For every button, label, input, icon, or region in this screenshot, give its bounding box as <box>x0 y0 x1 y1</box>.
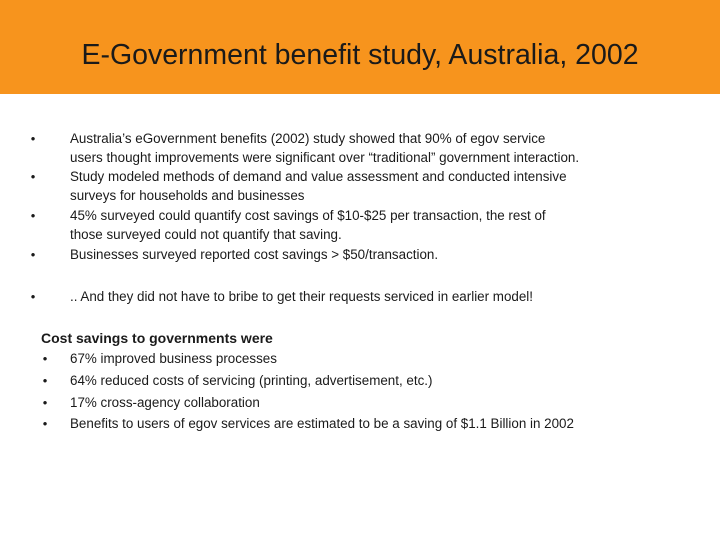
bullet-marker: • <box>30 131 36 146</box>
bullet-text-line: Businesses surveyed reported cost savings > $50/transaction. <box>70 247 439 262</box>
bullet-marker: • <box>42 351 48 366</box>
savings-item: 67% improved business processes <box>70 351 277 366</box>
bullet-marker: • <box>30 247 36 262</box>
bullet-text-line: .. And they did not have to bribe to get their requests serviced in earlier model! <box>70 289 533 304</box>
savings-heading: Cost savings to governments were <box>41 330 273 346</box>
bullet-text-line: Study modeled methods of demand and value assessment and conducted intensive <box>70 169 567 184</box>
bullet-marker: • <box>30 289 36 304</box>
bullet-marker: • <box>30 169 36 184</box>
bullet-marker: • <box>42 395 48 410</box>
slide-title: E-Government benefit study, Australia, 2002 <box>81 39 639 71</box>
savings-item: 64% reduced costs of servicing (printing, advertisement, etc.) <box>70 373 433 388</box>
bullet-marker: • <box>30 208 36 223</box>
bullet-text-line: surveys for households and businesses <box>70 188 305 203</box>
savings-item: Benefits to users of egov services are estimated to be a saving of $1.1 Billion in 2002 <box>70 416 574 431</box>
bullet-text-line: 45% surveyed could quantify cost savings of $10-$25 per transaction, the rest of <box>70 208 546 223</box>
bullet-text-line: users thought improvements were significant over “traditional” government interaction. <box>70 150 580 165</box>
bullet-text-line: those surveyed could not quantify that saving. <box>70 227 342 242</box>
savings-item: 17% cross-agency collaboration <box>70 395 260 410</box>
bullet-marker: • <box>42 373 48 388</box>
bullet-text-line: Australia’s eGovernment benefits (2002) study showed that 90% of egov service <box>70 131 546 146</box>
bullet-marker: • <box>42 416 48 431</box>
